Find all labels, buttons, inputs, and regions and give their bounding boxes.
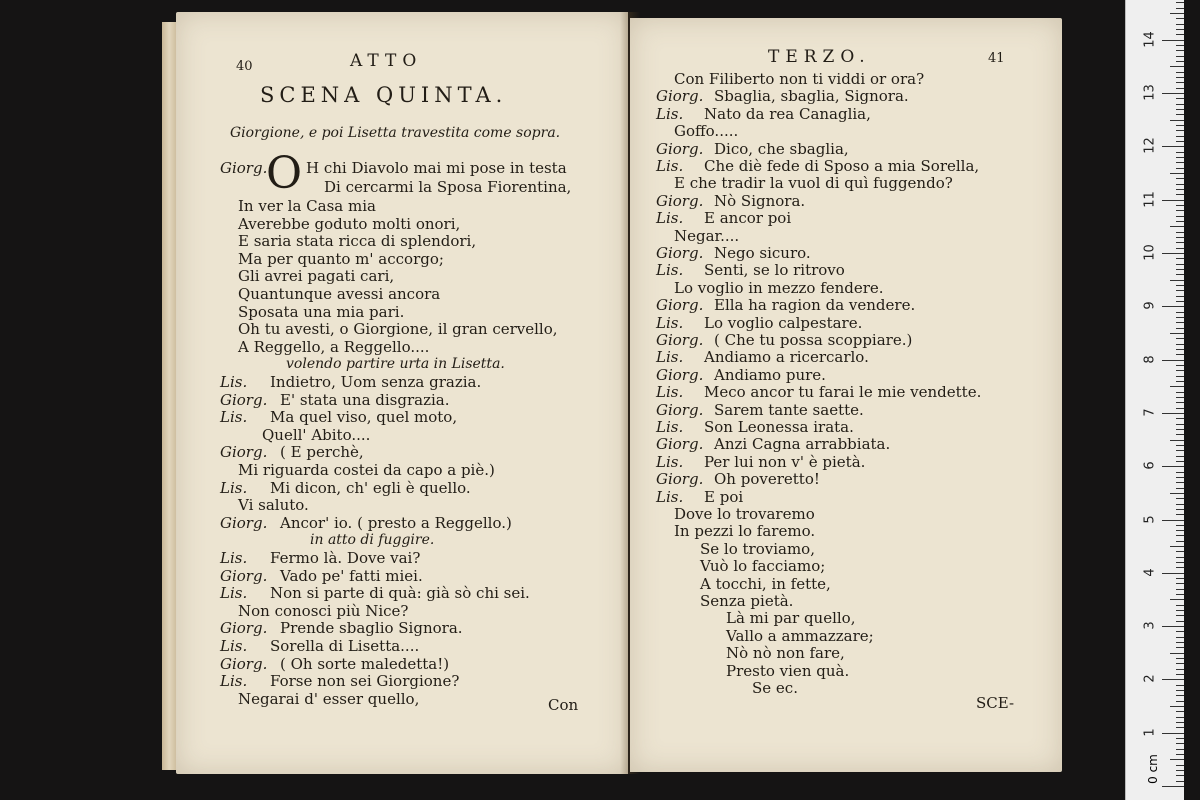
speaker-label: Lis. [220,549,248,567]
ruler-tick [1162,413,1184,414]
ruler-tick [1176,701,1184,702]
ruler-number: 1 [1142,728,1158,737]
speaker-label: Lis. [656,261,684,280]
running-header: TERZO. [768,47,871,67]
scene-title: SCENA QUINTA. [260,83,508,107]
verse-line: Sarem tante saette. [714,400,864,419]
ruler-tick [1176,642,1184,643]
ruler-tick [1176,717,1184,718]
ruler-tick [1176,45,1184,46]
ruler-tick [1176,50,1184,51]
ruler-tick [1176,781,1184,782]
verse-line: Senza pietà. [700,592,794,610]
verse-line: Se lo troviamo, [700,539,815,558]
ruler-tick [1176,61,1184,62]
ruler-number: 4 [1142,568,1158,577]
ruler-unit-label: 0 cm [1145,754,1160,784]
ruler-tick [1176,402,1184,403]
page-number: 40 [236,59,253,74]
speaker-label: Giorg. [656,435,704,454]
speaker-label: Giorg. [656,191,704,210]
ruler-tick [1170,493,1184,494]
verse-line: Gli avrei pagati cari, [238,267,395,286]
ruler-tick [1162,200,1184,201]
ruler-tick [1170,440,1184,441]
ruler-tick [1162,520,1184,521]
ruler-number: 8 [1142,354,1158,364]
ruler-tick [1176,637,1184,638]
verse-line: Lo voglio in mezzo fendere. [674,278,884,297]
verse-line: Nego sicuro. [714,244,811,262]
verse-line: Meco ancor tu farai le mie vendette. [704,383,982,402]
verse-line: Indietro, Uom senza grazia. [270,373,482,391]
ruler-tick [1170,173,1184,174]
ruler-tick [1176,82,1184,83]
speaker-label: Lis. [220,373,248,391]
ruler-tick [1176,365,1184,366]
stage-direction: in atto di fuggire. [310,532,435,549]
speaker-label: Lis. [656,383,684,402]
scene-subtitle: Giorgione, e poi Lisetta travestita come sopra. [230,125,561,141]
ruler-tick [1176,589,1184,590]
verse-line: Vi saluto. [238,496,309,515]
ruler-tick [1176,189,1184,190]
ruler-tick [1176,738,1184,739]
ruler-number: 2 [1142,674,1158,684]
ruler-tick [1176,605,1184,606]
ruler-tick [1176,56,1184,57]
verse-line: Negarai d' esser quello, [238,689,420,708]
ruler-tick [1176,290,1184,291]
verse-line: Goffo..... [674,122,739,141]
speaker-label: Lis. [220,408,248,427]
speaker-label: Lis. [656,157,684,175]
ruler-tick [1176,690,1184,691]
ruler-tick [1176,477,1184,478]
ruler-tick [1176,461,1184,462]
stage-direction: volendo partire urta in Lisetta. [286,356,505,373]
verse-line: Non conosci più Nice? [238,601,409,620]
ruler-number: 3 [1142,621,1158,630]
ruler-tick [1176,749,1184,750]
verse-line: H chi Diavolo mai mi pose in testa [306,159,567,177]
ruler-tick [1176,216,1184,217]
ruler-tick [1170,706,1184,707]
right-page [630,18,1062,772]
verse-line: Di cercarmi la Sposa Fiorentina, [324,178,572,196]
ruler-tick [1176,631,1184,632]
catchword: SCE- [976,694,1015,712]
ruler-number: 14 [1142,31,1158,48]
ruler-tick [1176,2,1184,3]
ruler-tick [1176,88,1184,89]
ruler-tick [1176,514,1184,515]
verse-line: Mi dicon, ch' egli è quello. [270,478,471,497]
ruler-tick [1176,77,1184,78]
verse-line: Nò Signora. [714,191,806,210]
ruler-tick [1176,621,1184,622]
speaker-label: Lis. [656,104,684,123]
ruler-tick [1176,488,1184,489]
ruler-tick [1162,306,1184,307]
ruler-tick [1176,583,1184,584]
ruler-tick [1176,258,1184,259]
speaker-label: Lis. [656,487,684,506]
ruler-tick [1176,525,1184,526]
verse-line: Sorella di Lisetta.... [270,637,420,655]
verse-line: Presto vien quà. [726,661,850,680]
ruler-tick [1176,695,1184,696]
ruler-tick [1176,285,1184,286]
ruler-tick [1176,301,1184,302]
verse-line: Se ec. [752,679,798,697]
verse-line: Vallo a ammazzare; [726,626,874,645]
verse-line: Ancor' io. ( presto a Reggello.) [280,513,512,532]
ruler-tick [1176,168,1184,169]
speaker-label: Giorg. [220,513,268,532]
ruler-tick [1176,434,1184,435]
verse-line: Ma per quanto m' accorgo; [238,249,444,268]
verse-line: Che diè fede di Sposo a mia Sorella, [704,157,980,175]
ruler-tick [1162,93,1184,94]
verse-line: In pezzi lo faremo. [674,522,816,541]
ruler-tick [1176,210,1184,211]
ruler-tick [1176,328,1184,329]
ruler-tick [1176,141,1184,142]
verse-line: E saria stata ricca di splendori, [238,232,477,251]
speaker-label: Giorg. [220,619,268,638]
ruler-number: 13 [1142,84,1158,101]
ruler-tick [1176,72,1184,73]
ruler-tick [1176,29,1184,30]
ruler-tick [1176,184,1184,185]
ruler-tick [1176,663,1184,664]
verse-line: Dico, che sbaglia, [714,139,849,158]
speaker-label: Giorg. [656,87,704,106]
ruler-tick [1176,194,1184,195]
ruler-tick [1176,711,1184,712]
ruler-number: 9 [1142,301,1158,310]
ruler-tick [1176,424,1184,425]
ruler-tick [1176,264,1184,265]
verse-line: A Reggello, a Reggello.... [238,337,430,356]
verse-line: Là mi par quello, [726,609,856,628]
ruler-tick [1176,551,1184,552]
ruler-tick [1170,66,1184,67]
verse-line: Prende sbaglio Signora. [280,619,463,638]
verse-line: A tocchi, in fette, [700,574,831,593]
ruler-tick [1176,765,1184,766]
ruler-tick [1176,578,1184,579]
ruler-tick [1170,386,1184,387]
speaker-label: Lis. [220,637,248,655]
ruler-tick [1170,226,1184,227]
ruler-tick [1176,114,1184,115]
ruler-number: 10 [1142,244,1158,261]
verse-line: Nò nò non fare, [726,644,845,663]
verse-line: Dove lo trovaremo [674,505,815,523]
ruler-tick [1176,221,1184,222]
speaker-label: Lis. [220,584,248,603]
ruler-tick [1176,322,1184,323]
verse-line: E ancor poi [704,209,792,228]
ruler-tick [1176,354,1184,355]
ruler-tick [1176,18,1184,19]
ruler-tick [1176,376,1184,377]
ruler-tick [1176,274,1184,275]
measuring-ruler [1125,0,1184,800]
speaker-label: Giorg. [656,400,704,419]
ruler-tick [1176,8,1184,9]
verse-line: Vado pe' fatti miei. [280,566,423,585]
speaker-label: Lis. [656,348,684,367]
verse-line: Mi riguarda costei da capo a piè.) [238,461,495,479]
ruler-tick [1176,541,1184,542]
speaker-label: Giorg. [656,296,704,315]
ruler-tick [1162,626,1184,627]
ruler-tick [1176,504,1184,505]
ruler-tick [1176,722,1184,723]
verse-line: Ella ha ragion da vendere. [714,296,916,315]
ruler-tick [1176,418,1184,419]
verse-line: Fermo là. Dove vai? [270,549,421,567]
verse-line: Per lui non v' è pietà. [704,452,866,471]
verse-line: Forse non sei Giorgione? [270,672,460,691]
verse-line: Senti, se lo ritrovo [704,261,845,280]
ruler-number: 7 [1142,408,1158,417]
ruler-tick [1176,178,1184,179]
verse-line: Quell' Abito.... [262,425,371,444]
verse-line: Nato da rea Canaglia, [704,104,871,123]
ruler-tick [1162,146,1184,147]
ruler-tick [1176,472,1184,473]
ruler-number: 6 [1142,461,1158,470]
ruler-tick [1176,669,1184,670]
ruler-tick [1176,482,1184,483]
verse-line: Lo voglio calpestare. [704,313,863,332]
verse-line: Sposata una mia pari. [238,302,405,321]
verse-line: In ver la Casa mia [238,197,376,215]
ruler-tick [1162,40,1184,41]
ruler-tick [1176,338,1184,339]
ruler-tick [1176,535,1184,536]
ruler-tick [1176,610,1184,611]
ruler-tick [1170,546,1184,547]
verse-line: Vuò lo facciamo; [700,557,826,576]
speaker-label: Giorg. [220,390,268,409]
verse-line: Oh tu avesti, o Giorgione, il gran cervello, [238,320,558,339]
ruler-tick [1176,370,1184,371]
speaker-label: Lis. [656,452,684,471]
left-page [176,12,628,774]
drop-cap: O [266,148,303,199]
verse-line: Sbaglia, sbaglia, Signora. [714,87,909,106]
speaker-label: Lis. [220,478,248,497]
ruler-tick [1176,381,1184,382]
speaker-label: Lis. [220,672,248,691]
verse-line: Non si parte di quà: già sò chi sei. [270,584,530,603]
ruler-tick [1176,562,1184,563]
ruler-tick [1176,450,1184,451]
ruler-number: 5 [1142,514,1158,524]
ruler-tick [1176,743,1184,744]
ruler-tick [1176,136,1184,137]
verse-line: Andiamo a ricercarlo. [704,348,869,367]
ruler-tick [1176,397,1184,398]
verse-line: E poi [704,487,744,506]
ruler-tick [1176,567,1184,568]
ruler-tick [1176,498,1184,499]
ruler-tick [1176,530,1184,531]
ruler-tick [1176,674,1184,675]
ruler-tick [1176,344,1184,345]
ruler-tick [1170,13,1184,14]
ruler-tick [1170,653,1184,654]
ruler-tick [1170,599,1184,600]
verse-line: Negar.... [674,226,740,245]
ruler-tick [1176,456,1184,457]
ruler-tick [1162,786,1184,787]
speaker-label: Giorg. [220,566,268,585]
ruler-tick [1162,253,1184,254]
page-number: 41 [988,51,1005,66]
ruler-number: 12 [1142,137,1158,155]
ruler-tick [1176,392,1184,393]
ruler-tick [1176,242,1184,243]
verse-line: ( E perchè, [280,443,364,462]
ruler-tick [1176,445,1184,446]
ruler-tick [1176,296,1184,297]
ruler-tick [1176,349,1184,350]
verse-line: Averebbe goduto molti onori, [238,214,461,233]
ruler-tick [1176,775,1184,776]
verse-line: E che tradir la vuol di quì fuggendo? [674,174,953,193]
ruler-tick [1176,408,1184,409]
ruler-tick [1162,733,1184,734]
speaker-label: Lis. [656,418,684,436]
ruler-tick [1176,429,1184,430]
verse-line: Anzi Cagna arrabbiata. [714,435,891,454]
verse-line: Oh poveretto! [714,470,820,489]
ruler-tick [1176,34,1184,35]
ruler-tick [1176,237,1184,238]
ruler-tick [1176,312,1184,313]
ruler-tick [1176,615,1184,616]
ruler-tick [1176,594,1184,595]
verse-line: ( Che tu possa scoppiare.) [714,331,913,349]
ruler-tick [1176,130,1184,131]
ruler-tick [1176,557,1184,558]
verse-line: Quantunque avessi ancora [238,285,441,303]
running-header: ATTO [350,51,423,71]
ruler-tick [1170,333,1184,334]
verse-line: Andiamo pure. [714,365,826,384]
ruler-tick [1176,152,1184,153]
ruler-tick [1176,770,1184,771]
speaker-label: Lis. [656,313,684,332]
ruler-number: 11 [1142,190,1158,208]
ruler-tick [1176,232,1184,233]
speaker-label: Giorg. [220,159,268,177]
verse-line: E' stata una disgrazia. [280,390,450,409]
ruler-tick [1170,759,1184,760]
verse-line: Con Filiberto non ti viddi or ora? [674,70,925,88]
verse-line: ( Oh sorte maledetta!) [280,654,450,673]
speaker-label: Giorg. [220,654,268,673]
speaker-label: Giorg. [656,331,704,349]
ruler-tick [1176,727,1184,728]
ruler-tick [1162,679,1184,680]
speaker-label: Giorg. [220,443,268,462]
ruler-tick [1176,24,1184,25]
ruler-tick [1176,658,1184,659]
ruler-tick [1162,466,1184,467]
ruler-tick [1176,248,1184,249]
ruler-tick [1176,125,1184,126]
verse-line: Ma quel viso, quel moto, [270,408,458,427]
ruler-tick [1162,573,1184,574]
ruler-tick [1176,205,1184,206]
speaker-label: Giorg. [656,244,704,262]
ruler-tick [1176,162,1184,163]
ruler-tick [1170,280,1184,281]
ruler-tick [1176,269,1184,270]
speaker-label: Giorg. [656,470,704,489]
ruler-tick [1176,509,1184,510]
ruler-tick [1176,317,1184,318]
ruler-tick [1176,754,1184,755]
ruler-tick [1176,104,1184,105]
speaker-label: Giorg. [656,139,704,158]
ruler-tick [1176,647,1184,648]
verse-line: Son Leonessa irata. [704,418,854,436]
ruler-tick [1170,120,1184,121]
ruler-tick [1162,360,1184,361]
ruler-tick [1176,98,1184,99]
ruler-tick [1176,109,1184,110]
speaker-label: Lis. [656,209,684,228]
speaker-label: Giorg. [656,365,704,384]
catchword: Con [548,696,579,714]
ruler-tick [1176,157,1184,158]
ruler-tick [1176,685,1184,686]
